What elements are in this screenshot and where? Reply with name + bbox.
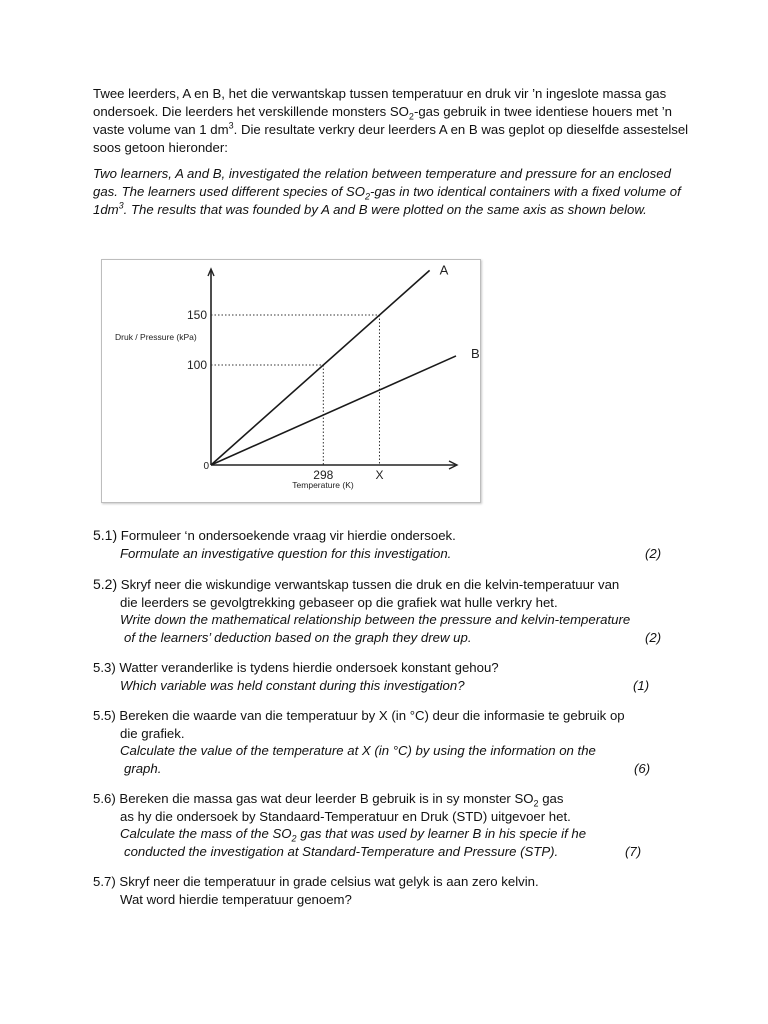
question-text-afrikaans-line2: Wat word hierdie temperatuur genoem? <box>120 891 352 907</box>
mark-allocation: (7) <box>625 843 642 859</box>
question-number: 5.7) <box>93 874 116 889</box>
question-text-afrikaans: Bereken die waarde van die temperatuur by X (in °C) deur die informasie te gebruik op <box>119 708 625 723</box>
y-tick-label-100: 100 <box>186 358 207 372</box>
origin-label: 0 <box>203 461 209 472</box>
mark-allocation: (6) <box>634 760 651 776</box>
question-number: 5.6) <box>93 791 116 806</box>
x-tick-label-298: 298 <box>313 468 334 482</box>
pressure-temperature-graph <box>101 259 481 503</box>
series-label-b: B <box>471 345 480 361</box>
question-text-english-line2: of the learners’ deduction based on the graph they drew up. <box>124 629 472 645</box>
question-5-7 <box>93 873 693 908</box>
question-text-afrikaans-line2: die leerders se gevolgtrekking gebaseer op die grafiek wat hulle verkry het. <box>120 594 558 610</box>
question-text-afrikaans: Skryf neer die wiskundige verwantskap tussen die druk en die kelvin-temperatuur van <box>120 577 620 592</box>
series-line-a <box>211 270 430 465</box>
series-label-a: A <box>439 262 449 278</box>
question-number: 5.2) <box>93 576 118 592</box>
question-5-2 <box>93 576 693 646</box>
intro-afrikaans: Twee leerders, A en B, het die verwantskap tussen temperatuur en druk vir ’n ingeslote massa gas ondersoek. Die leerders het verskillende monsters $SO_2$-gas gebruik in twee identiese houers met ’n vaste volume van 1 $dm^3$. Die resultate verkry deur leerders A en B was geplot op dieselfde assestelsel soos getoon hieronder: <box>93 86 689 155</box>
question-number: 5.5) <box>93 708 116 723</box>
question-5-5 <box>93 707 693 777</box>
question-text-english: Which variable was held constant during this investigation? <box>120 677 465 693</box>
y-axis-label: Druk / Pressure (kPa) <box>115 332 197 342</box>
y-tick-label-150: 150 <box>186 308 207 322</box>
question-text-english: Formulate an investigative question for this investigation. <box>120 545 452 561</box>
series-line-b <box>211 356 456 465</box>
question-5-6 <box>93 790 693 860</box>
question-text-english: Calculate the mass of the $SO_2$ gas that was used by learner B in his specie if he <box>120 826 587 844</box>
chart-svg <box>102 260 480 502</box>
question-text-english: Write down the mathematical relationship between the pressure and kelvin-temperature <box>120 612 631 627</box>
question-text-afrikaans-line2: die grafiek. <box>120 725 185 741</box>
intro-section <box>93 85 693 219</box>
question-text-afrikaans-line2: as hy die ondersoek by Standaard-Temperatuur en Druk (STD) uitgevoer het. <box>120 808 571 824</box>
question-number: 5.3) <box>93 660 116 675</box>
x-axis-label: Temperature (K) <box>292 480 354 490</box>
intro-english: Two learners, A and B, investigated the relation between temperature and pressure for an enclosed gas. The learners used different species of $SO_2$-gas in two identical containers with a fixed volume of $1dm^3$. The results that was founded by A and B were plotted on the same axis as shown below. <box>93 166 681 217</box>
question-text-afrikaans: Formuleer ‘n ondersoekende vraag vir hierdie ondersoek. <box>120 528 456 543</box>
question-text-afrikaans: Watter veranderlike is tydens hierdie ondersoek konstant gehou? <box>119 660 499 675</box>
question-5-3 <box>93 659 693 694</box>
question-text-english-line2: graph. <box>124 760 162 776</box>
question-5-1 <box>93 527 693 562</box>
x-tick-label-x: X <box>375 468 384 482</box>
question-text-english: Calculate the value of the temperature at X (in °C) by using the information on the <box>120 743 596 758</box>
mark-allocation: (2) <box>645 545 662 561</box>
question-text-afrikaans: Bereken die massa gas wat deur leerder B gebruik is in sy monster $SO_2$ gas <box>119 791 564 809</box>
question-number: 5.1) <box>93 527 118 543</box>
mark-allocation: (2) <box>645 629 662 645</box>
question-text-english-line2: conducted the investigation at Standard-Temperature and Pressure (STP). <box>124 843 559 859</box>
question-text-afrikaans: Skryf neer die temperatuur in grade celsius wat gelyk is aan zero kelvin. <box>119 874 539 889</box>
mark-allocation: (1) <box>633 677 650 693</box>
